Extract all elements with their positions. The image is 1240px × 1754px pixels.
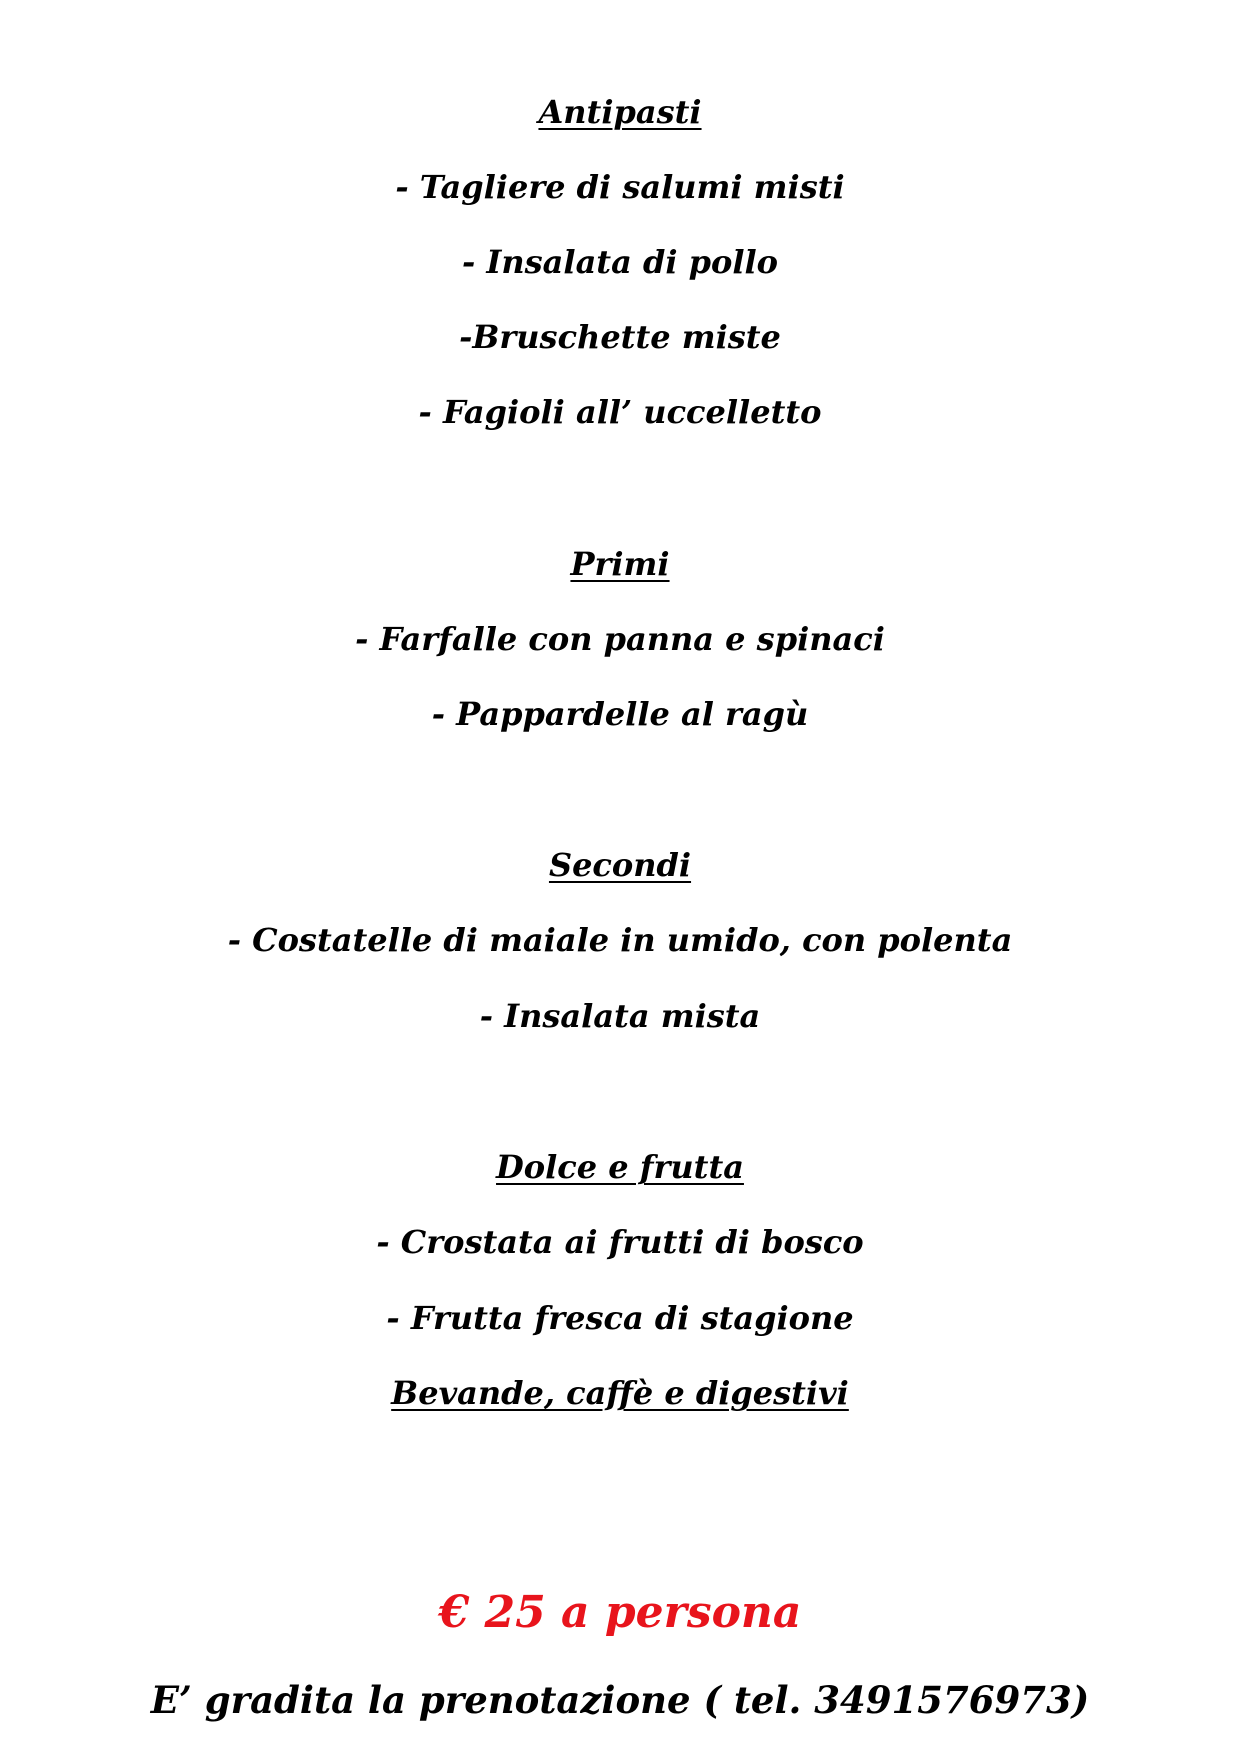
section-title-secondi: Secondi — [548, 846, 692, 884]
menu-item: - Frutta fresca di stagione — [386, 1299, 854, 1337]
section-title-primi: Primi — [570, 545, 670, 583]
menu-item: - Insalata di pollo — [462, 243, 778, 281]
price-text: € 25 a persona — [438, 1587, 802, 1638]
menu-item: - Farfalle con panna e spinaci — [355, 620, 885, 658]
menu-item: - Tagliere di salumi misti — [395, 168, 845, 206]
menu-item: - Crostata ai frutti di bosco — [376, 1223, 864, 1261]
booking-note: E’ gradita la prenotazione ( tel. 3491576973) — [150, 1678, 1090, 1722]
menu-item: -Bruschette miste — [459, 318, 781, 356]
section-title-antipasti: Antipasti — [538, 93, 702, 131]
menu-item: - Pappardelle al ragù — [431, 695, 809, 733]
menu-item: - Costatelle di maiale in umido, con polenta — [227, 921, 1013, 959]
section-title-bevande: Bevande, caffè e digestivi — [391, 1374, 849, 1412]
menu-item: - Fagioli all’ uccelletto — [418, 393, 822, 431]
section-title-dolce: Dolce e frutta — [496, 1148, 744, 1186]
menu-item: - Insalata mista — [479, 997, 761, 1035]
